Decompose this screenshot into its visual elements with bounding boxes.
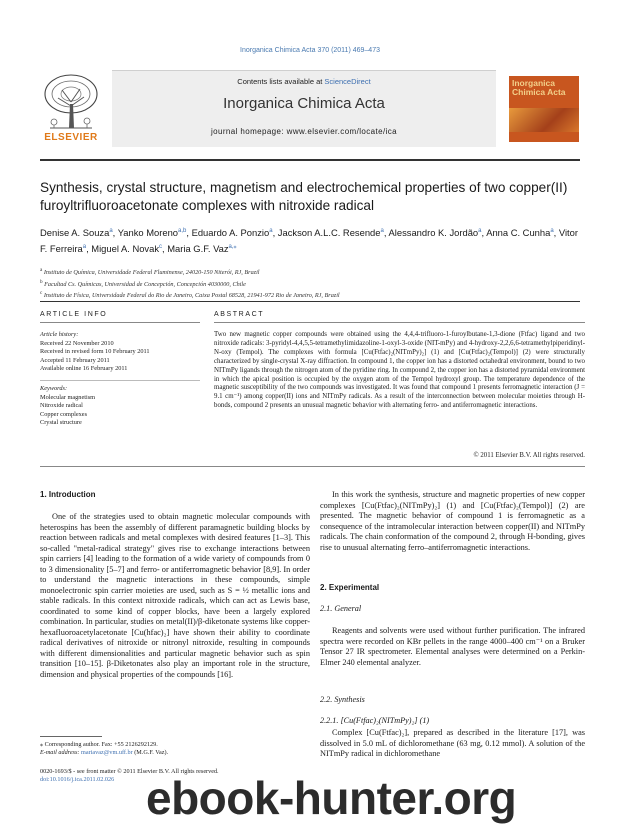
introduction-paragraph bbox=[40, 512, 310, 680]
author-name[interactable]: Anna C. Cunha bbox=[486, 227, 551, 239]
homepage-link[interactable]: www.elsevier.com/locate/ica bbox=[286, 127, 398, 136]
abstract-bottom-rule bbox=[40, 466, 585, 467]
author-name[interactable]: Maria G.F. Vaz bbox=[167, 243, 229, 255]
synthesis-paragraph bbox=[320, 728, 585, 760]
subsubsection-heading-compound-1: 2.2.1. [Cu(Ftfac)₂(NITmPy)₂] (1) bbox=[320, 716, 430, 725]
author-affiliation-mark[interactable]: a bbox=[82, 244, 87, 251]
author-affiliation-mark[interactable]: a bbox=[269, 228, 273, 234]
paragraph-text: Complex [Cu(Ftfac)₂], prepared as described in the literature [17], was dissolved in 5.0 mL of dichloromethane (63 mg, 0.12 mmol). A solution of the NITmPy radical in dichloromethane bbox=[320, 728, 585, 758]
article-title: Synthesis, crystal structure, magnetism and electrochemical properties of two copper(II) furoyltrifluoroacetonate complexes with nitroxide radical bbox=[40, 180, 568, 213]
affiliation-text: Facultad Cs. Químicas, Universidad de Concepción, Concepción 4030000, Chile bbox=[44, 280, 246, 288]
abstract-text: Two new magnetic copper compounds were obtained using the 4,4,4-trifluoro-1-furoylbutane-1,3-dione (Ftfac) ligand and two nitroxide radicals: 3-pyridyl-4,4,5,5-tetramethylimidazoline-1-oxyl-3-oxide (NIT-mPy) and 4-hydroxy-2,2,6,6-tetramethylpiperidinyl-N-oxy (Tempol). The complexes with formula [Cu(Ftfac)₂(NITmPy)₂] (1) and [Cu(Ftfac)₂(Tempol)] (2) were structurally characterized by single-crystal X-ray diffraction. In compound 1, the copper ion has a distorted octahedral environment, bound to two NITmPy ligands through the nitrogen atom of the pyridine ring. In compound 2, the copper ion has a distorted pyramidal environment in which the apical position is occupied by the oxygen atom of the Tempol hydroxyl group. The temperature dependence of the magnetic susceptibility of the two compounds was investigated. It was found that compound 1 presents ferromagnetic interaction (J = 9.1 cm⁻¹) among copper(II) ions and NITmPy radicals. As a result of the interconnection between molecular moieties through H-bonds, compound 2 presents an unusual magnetic behavior with alternating ferro- and antiferromagnetic interactions. bbox=[214, 331, 585, 410]
email-suffix: (M.G.F. Vaz). bbox=[132, 749, 169, 757]
section-heading-introduction: 1. Introduction bbox=[40, 490, 96, 499]
abstract-rule bbox=[214, 322, 585, 323]
affiliation-list bbox=[40, 266, 585, 301]
affiliation-text: Instituto de Química, Universidade Federal Fluminense, 24020-150 Niterói, RJ, Brazil bbox=[43, 269, 260, 277]
keyword[interactable]: Copper complexes bbox=[40, 410, 88, 418]
keywords-rule bbox=[40, 380, 200, 381]
author-affiliation-mark[interactable]: a bbox=[109, 228, 113, 234]
affiliation bbox=[40, 278, 585, 290]
author-name[interactable]: Eduardo A. Ponzio bbox=[191, 227, 270, 239]
header-divider bbox=[40, 159, 580, 161]
paragraph-text: One of the strategies used to obtain magnetic molecular compounds with heterospins has been the assembly of different paramagnetic building blocks by reaction between radicals and metal complexes with desired features [1–3]. This so-called "metal-radical strategy" gives rise to exchange interactions between spin carriers [4] leading to the formation of a wide variety of compounds from 0 to 3 dimensionality [5–7] and ferro- or antiferromagnetic behavior [8,9]. In order to understand the magnetic interactions in these compounds, simple monoelectronic spin carrier moieties are used, such as S = ½ metallic ions and stable radicals. In this context nitroxide radicals, which can act as Lewis base, coordinated to some kind of copper blocks, have been a largely explored combination. In particular, studies on metal(II)/β-diketonate systems like copper-hexafluoroacetylacetonate [Cu(hfac)₂] have shown their ability to coordinate radical derivatives of nitroxide or nitronyl nitroxide, resulting in compounds with different dimensionalities and particular magnetic behavior such as spin transition [10–15]. β-Diketonates also play an important role in the structure, dimension and physical properties of the compounds [16]. bbox=[40, 512, 310, 679]
affiliation bbox=[40, 289, 585, 301]
author-name[interactable]: Jackson A.L.C. Resende bbox=[277, 227, 381, 239]
affiliation-mark: a bbox=[40, 267, 43, 273]
history-item: Received 22 November 2010 bbox=[40, 339, 114, 347]
keyword[interactable]: Molecular magnetism bbox=[40, 393, 96, 401]
subsection-heading-general: 2.1. General bbox=[320, 604, 362, 613]
journal-homepage bbox=[112, 127, 496, 136]
author-name[interactable]: Denise A. Souza bbox=[40, 227, 110, 239]
author-name[interactable]: Alessandro K. Jordão bbox=[388, 227, 479, 239]
author-affiliation-mark[interactable]: a,b bbox=[178, 228, 187, 234]
author-name[interactable]: Vitor F. Ferreira bbox=[40, 227, 578, 255]
keyword[interactable]: Crystal structure bbox=[40, 419, 82, 427]
watermark-text: ebook-hunter.org bbox=[146, 772, 517, 824]
email-label: E-mail address: bbox=[40, 749, 82, 757]
journal-banner bbox=[112, 70, 496, 147]
paragraph-text: Reagents and solvents were used without further purification. The infrared spectra were recorded on KBr pellets in the range 4000–400 cm⁻¹ on a Bruker Tensor 27 IR spectrometer. Elemental analyses were determined on a Perkin-Elmer 240 elemental analyzer. bbox=[320, 626, 585, 667]
article-info-rule bbox=[40, 322, 200, 323]
author-name[interactable]: Miguel A. Novak bbox=[91, 243, 160, 255]
author-list: Denise A. Souza$^a$, Yanko Moreno$^{a,b}$, Eduardo A. Ponzio$^a$, Jackson A.L.C. Resende$^a$, Alessandro K. Jordão$^a$, Anna C. Cunha$^a$, Vitor F. Ferreira$^a$, Miguel A. Novak$^c$, Maria G.F. Vaz$^{a,⁎}$ bbox=[40, 227, 578, 255]
journal-header bbox=[40, 70, 580, 150]
email-link[interactable]: mariavaz@vm.uff.br bbox=[81, 749, 133, 757]
affiliation-divider bbox=[40, 301, 580, 302]
journal-name: Inorganica Chimica Acta bbox=[223, 95, 385, 112]
issn-line: 0020-1693/$ - see front matter © 2011 Elsevier B.V. All rights reserved. bbox=[40, 768, 219, 775]
author-affiliation-mark[interactable]: a bbox=[550, 228, 554, 234]
contents-line bbox=[112, 77, 496, 86]
contents-prefix: Contents lists available at bbox=[237, 77, 325, 86]
article-info-heading: ARTICLE INFO bbox=[40, 311, 108, 318]
general-paragraph bbox=[320, 626, 585, 668]
elsevier-wordmark: ELSEVIER bbox=[44, 132, 98, 143]
author-affiliation-mark[interactable]: a bbox=[380, 228, 384, 234]
history-item: Available online 16 February 2011 bbox=[40, 365, 128, 373]
affiliation-mark: c bbox=[40, 290, 43, 297]
footnote-rule bbox=[40, 736, 102, 737]
homepage-prefix: journal homepage: bbox=[210, 127, 287, 136]
author-affiliation-mark[interactable]: c bbox=[159, 244, 163, 251]
affiliation-text: Instituto de Física, Universidade Federal do Rio de Janeiro, Caixa Postal 68528, 21941-972 Rio de Janeiro, RJ, Brazil bbox=[43, 292, 340, 300]
subsection-heading-synthesis: 2.2. Synthesis bbox=[320, 695, 365, 704]
author-name[interactable]: Yanko Moreno bbox=[117, 227, 178, 239]
introduction-continued-paragraph bbox=[320, 490, 585, 553]
keyword[interactable]: Nitroxide radical bbox=[40, 402, 83, 410]
author-affiliation-mark[interactable]: a bbox=[478, 228, 482, 234]
section-heading-experimental: 2. Experimental bbox=[320, 583, 380, 592]
article-history-label: Article history: bbox=[40, 331, 79, 338]
author-affiliation-mark[interactable]: a,⁎ bbox=[228, 244, 237, 251]
affiliation-mark: b bbox=[40, 278, 43, 285]
corresponding-author-footnote bbox=[40, 741, 310, 758]
paragraph-text: In this work the synthesis, structure and magnetic properties of new copper complexes [Cu(Ftfac)₂(NITmPy)₂] (1) and [Cu(Ftfac)₂(Tempol)] (2) are presented. The magnetic behavior of compound 1 is ferromagnetic as a consequence of the intramolecular interaction between copper(II) and NITmPy radicals. The chain conformation of the compound 2, through H-bonding, gives rise to unusual alternating ferro–antiferromagnetic interactions. bbox=[320, 490, 585, 552]
sciencedirect-link[interactable]: ScienceDirect bbox=[324, 77, 371, 86]
article-history bbox=[40, 331, 200, 374]
journal-citation[interactable]: Inorganica Chimica Acta 370 (2011) 469–473 bbox=[240, 47, 380, 54]
email-line bbox=[40, 749, 310, 757]
cover-title: Inorganica Chimica Acta bbox=[512, 78, 566, 97]
abstract-copyright: © 2011 Elsevier B.V. All rights reserved. bbox=[473, 452, 585, 459]
history-item: Received in revised form 10 February 2011 bbox=[40, 348, 150, 356]
doi-link[interactable]: doi:10.1016/j.ica.2011.02.026 bbox=[40, 776, 115, 784]
cover-artwork bbox=[509, 108, 579, 132]
keywords-label: Keywords: bbox=[40, 385, 68, 392]
keywords-block bbox=[40, 385, 200, 428]
corresponding-author: ⁎ Corresponding author. Fax: +55 2126292129. bbox=[40, 741, 158, 748]
history-item: Accepted 11 February 2011 bbox=[40, 356, 110, 364]
abstract-heading: ABSTRACT bbox=[214, 311, 265, 318]
affiliation bbox=[40, 266, 585, 278]
journal-cover-thumbnail[interactable] bbox=[509, 76, 579, 142]
